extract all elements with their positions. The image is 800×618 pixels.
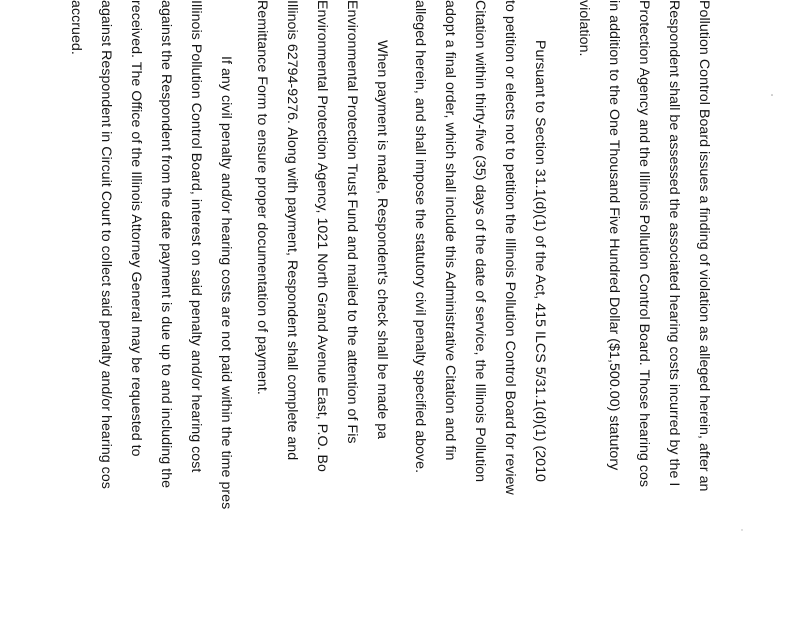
text-line: When payment is made, Respondent's check shall be made pa bbox=[374, 40, 390, 440]
text-line: received. The Office of the Illinois Attorney General may be requested to bbox=[128, 0, 144, 457]
text-line: adopt a final order, which shall include this Administrative Citation and fin bbox=[442, 0, 458, 461]
scan-speck bbox=[741, 529, 742, 530]
text-line: If any civil penalty and/or hearing costs are not paid within the time pres bbox=[218, 56, 234, 510]
text-line: in addition to the One Thousand Five Hundred Dollar ($1,500.00) statutory bbox=[606, 0, 622, 471]
text-line: Pursuant to Section 31.1(d)(1) of the Act, 415 ILCS 5/31.1(d)(1) (2010 bbox=[532, 40, 548, 482]
text-line: Protection Agency and the Illinois Pollution Control Board. Those hearing cos bbox=[636, 0, 652, 488]
text-line: Respondent shall be assessed the associated hearing costs incurred by the I bbox=[666, 0, 682, 487]
text-line: to petition or elects not to petition the Illinois Pollution Control Board for review bbox=[502, 0, 518, 495]
scan-speck bbox=[771, 94, 773, 96]
text-line: alleged herein, and shall impose the statutory civil penalty specified above. bbox=[412, 0, 428, 474]
text-line: Environmental Protection Agency, 1021 North Grand Avenue East, P.O. Bo bbox=[314, 0, 330, 472]
text-line: violation. bbox=[576, 0, 592, 57]
text-line: Environmental Protection Trust Fund and mailed to the attention of Fis bbox=[344, 0, 360, 444]
text-line: accrued. bbox=[68, 0, 84, 55]
text-line: Pollution Control Board issues a finding of violation as alleged herein, after an bbox=[696, 0, 712, 492]
text-line: against the Respondent from the date payment is due up to and including the bbox=[158, 0, 174, 489]
text-line: Illinois 62794-9276. Along with payment, Respondent shall complete and bbox=[284, 0, 300, 461]
text-line: Citation within thirty-five (35) days of the date of service, the Illinois Pollution bbox=[472, 0, 488, 483]
text-line: against Respondent in Circuit Court to collect said penalty and/or hearing cos bbox=[98, 0, 114, 489]
text-line: Illinois Pollution Control Board, interest on said penalty and/or hearing cost bbox=[188, 0, 204, 473]
text-line: Remittance Form to ensure proper documentation of payment. bbox=[254, 0, 270, 395]
